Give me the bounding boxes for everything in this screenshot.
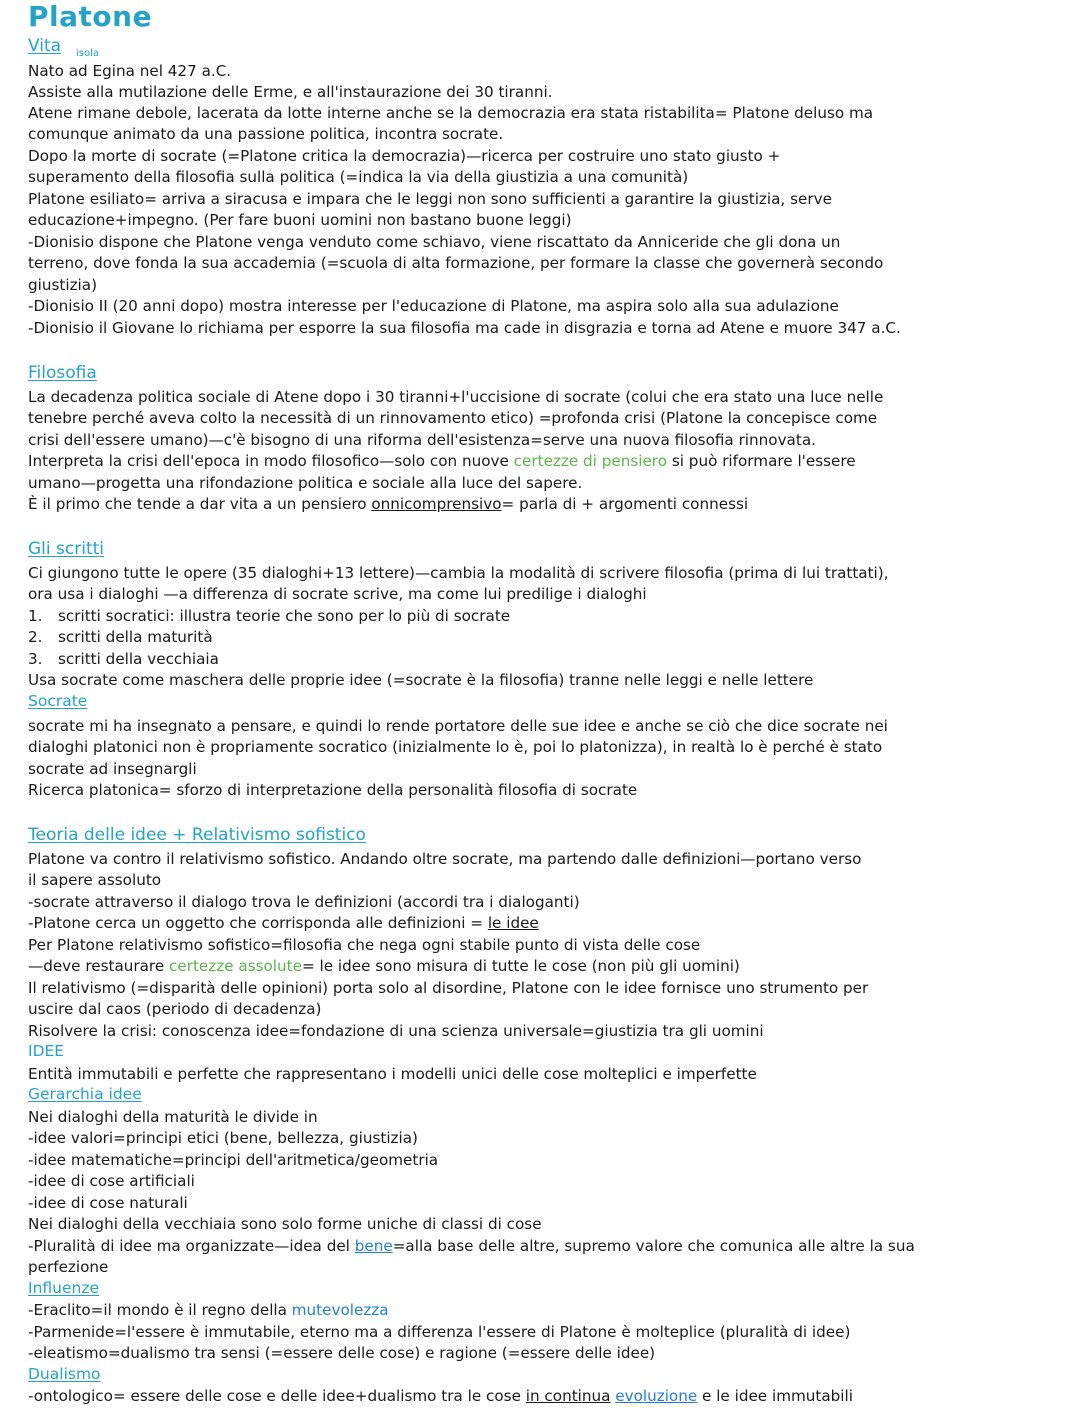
underlined-term: evoluzione [615, 1387, 698, 1405]
text-line: ora usa i dialoghi —a differenza di socrate scrive, ma come lui predilige i dialoghi [28, 585, 647, 603]
text-span: -ontologico= essere delle cose e delle idee+dualismo tra le cose [28, 1387, 526, 1405]
text-span: -Eraclito=il mondo è il regno della [28, 1301, 292, 1319]
text-line: -socrate attraverso il dialogo trova le definizioni (accordi tra i dialoganti) [28, 893, 580, 911]
note-isola: isola [76, 48, 100, 59]
underlined-term: bene [354, 1237, 393, 1255]
text-line: Nato ad Egina nel 427 a.C. [28, 62, 232, 80]
highlight-green: certezze assolute [169, 957, 302, 975]
text-span: Interpreta la crisi dell'epoca in modo filosofico—solo con nuove [28, 452, 514, 470]
heading-scritti: Gli scritti [28, 539, 104, 559]
text-span: —deve restaurare [28, 957, 170, 975]
text-line: terreno, dove fonda la sua accademia (=scuola di alta formazione, per formare la classe che governerà secondo [28, 254, 884, 272]
list-number: 2. [28, 628, 43, 646]
text-line: Ricerca platonica= sforzo di interpretazione della personalità filosofia di socrate [28, 781, 638, 799]
list-item [28, 606, 1058, 628]
text-line: -idee di cose naturali [28, 1194, 188, 1212]
text-line [28, 913, 1058, 935]
text-line [28, 1236, 1058, 1258]
text-line: Usa socrate come maschera delle proprie idee (=socrate è la filosofia) tranne nelle leggi e nelle lettere [28, 671, 814, 689]
text-line: giustizia) [28, 276, 97, 294]
text-line: comunque animato da una passione politica, incontra socrate. [28, 125, 504, 143]
text-line: La decadenza politica sociale di Atene dopo i 30 tiranni+l'uccisione di socrate (colui che era stato una luce nelle [28, 388, 884, 406]
list-item [28, 649, 1058, 671]
text-line: -eleatismo=dualismo tra sensi (=essere delle cose) e ragione (=essere delle idee) [28, 1344, 656, 1362]
heading-influenze: Influenze [28, 1279, 100, 1297]
list-item [28, 627, 1058, 649]
text-line: Per Platone relativismo sofistico=filosofia che nega ogni stabile punto di vista delle cose [28, 936, 701, 954]
text-line: il sapere assoluto [28, 871, 162, 889]
text-line: umano—progetta una rifondazione politica e sociale alla luce del sapere. [28, 474, 583, 492]
text-span: = parla di + argomenti connessi [501, 495, 749, 513]
text-span: =alla base delle altre, supremo valore che comunica alle altre la sua [392, 1237, 915, 1255]
list-text: scritti della vecchiaia [58, 650, 219, 668]
heading-teoria: Teoria delle idee + Relativismo sofistico [28, 825, 366, 845]
text-line: -Dionisio II (20 anni dopo) mostra interesse per l'educazione di Platone, ma aspira solo alla sua adulazione [28, 297, 839, 315]
list-text: scritti socratici: illustra teorie che sono per lo più di socrate [58, 607, 511, 625]
list-number: 1. [28, 607, 43, 625]
text-line: -idee valori=principi etici (bene, bellezza, giustizia) [28, 1129, 418, 1147]
text-line [28, 1300, 1058, 1322]
text-span: e le idee immutabili [697, 1387, 853, 1405]
list-number: 3. [28, 650, 43, 668]
text-line: Platone esiliato= arriva a siracusa e impara che le leggi non sono sufficienti a garantire la giustizia, serve [28, 190, 832, 208]
text-line: Atene rimane debole, lacerata da lotte interne anche se la democrazia era stata ristabilita= Platone deluso ma [28, 104, 874, 122]
text-line: -Dionisio dispone che Platone venga venduto come schiavo, viene riscattato da Anniceride che gli dona un [28, 233, 841, 251]
text-span: -Pluralità di idee ma organizzate—idea del [28, 1237, 355, 1255]
text-line: Nei dialoghi della vecchiaia sono solo forme uniche di classi di cose [28, 1215, 542, 1233]
text-line: educazione+impegno. (Per fare buoni uomini non bastano buone leggi) [28, 211, 572, 229]
highlight-blue: mutevolezza [291, 1301, 389, 1319]
underlined-term: onnicomprensivo [371, 495, 502, 513]
text-line: -Dionisio il Giovane lo richiama per esporre la sua filosofia ma cade in disgrazia e torna ad Atene e muore 347 a.C. [28, 319, 901, 337]
text-line [28, 494, 1058, 516]
text-line [28, 956, 1058, 978]
text-span: si può riformare l'essere [667, 452, 856, 470]
underlined-term: le idee [487, 914, 539, 932]
text-line: Risolvere la crisi: conoscenza idee=fondazione di una scienza universale=giustizia tra gli uomini [28, 1022, 764, 1040]
heading-socrate: Socrate [28, 692, 88, 710]
text-line: dialoghi platonici non è propriamente socratico (inizialmente lo è, poi lo platonizza), in realtà lo è perché è stato [28, 738, 883, 756]
text-line: tenebre perché aveva colto la necessità di un rinnovamento etico) =profonda crisi (Platone la concepisce come [28, 409, 878, 427]
text-line: uscire dal caos (periodo di decadenza) [28, 1000, 322, 1018]
text-line: Nei dialoghi della maturità le divide in [28, 1108, 318, 1126]
text-line: perfezione [28, 1258, 109, 1276]
underlined-term: in continua [525, 1387, 611, 1405]
text-line: -idee di cose artificiali [28, 1172, 195, 1190]
heading-vita: Vita [28, 36, 62, 56]
text-line: Dopo la morte di socrate (=Platone critica la democrazia)—ricerca per costruire uno stato giusto + [28, 147, 781, 165]
text-line [28, 451, 1058, 473]
text-line [28, 1386, 1058, 1408]
heading-filosofia: Filosofia [28, 363, 97, 383]
text-line: Assiste alla mutilazione delle Erme, e all'instaurazione dei 30 tiranni. [28, 83, 553, 101]
text-line: Platone va contro il relativismo sofistico. Andando oltre socrate, ma partendo dalle definizioni—portano verso [28, 850, 862, 868]
text-line: crisi dell'essere umano)—c'è bisogno di una riforma dell'esistenza=serve una nuova filosofia rinnovata. [28, 431, 816, 449]
text-line: Entità immutabili e perfette che rappresentano i modelli unici delle cose molteplici e imperfette [28, 1065, 757, 1083]
text-line: Ci giungono tutte le opere (35 dialoghi+13 lettere)—cambia la modalità di scrivere filosofia (prima di lui trattati), [28, 564, 889, 582]
text-span: È il primo che tende a dar vita a un pensiero [28, 495, 372, 513]
text-line: socrate ad insegnargli [28, 760, 197, 778]
text-line: superamento della filosofia sulla politica (=indica la via della giustizia a una comunità) [28, 168, 689, 186]
text-line: -Parmenide=l'essere è immutabile, eterno ma a differenza l'essere di Platone è molteplice (pluralità di idee) [28, 1323, 851, 1341]
text-line: socrate mi ha insegnato a pensare, e quindi lo rende portatore delle sue idee e anche se ciò che dice socrate nei [28, 717, 888, 735]
heading-dualismo: Dualismo [28, 1365, 101, 1383]
heading-idee: IDEE [28, 1042, 65, 1060]
list-text: scritti della maturità [58, 628, 213, 646]
text-span: -Platone cerca un oggetto che corrisponda alle definizioni = [28, 914, 488, 932]
highlight-green: certezze di pensiero [513, 452, 668, 470]
text-span: = le idee sono misura di tutte le cose (non più gli uomini) [301, 957, 740, 975]
text-line: -idee matematiche=principi dell'aritmetica/geometria [28, 1151, 439, 1169]
text-line: Il relativismo (=disparità delle opinioni) porta solo al disordine, Platone con le idee fornisce uno strumento per [28, 979, 869, 997]
page-title: Platone [28, 0, 153, 33]
heading-gerarchia: Gerarchia idee [28, 1085, 142, 1103]
